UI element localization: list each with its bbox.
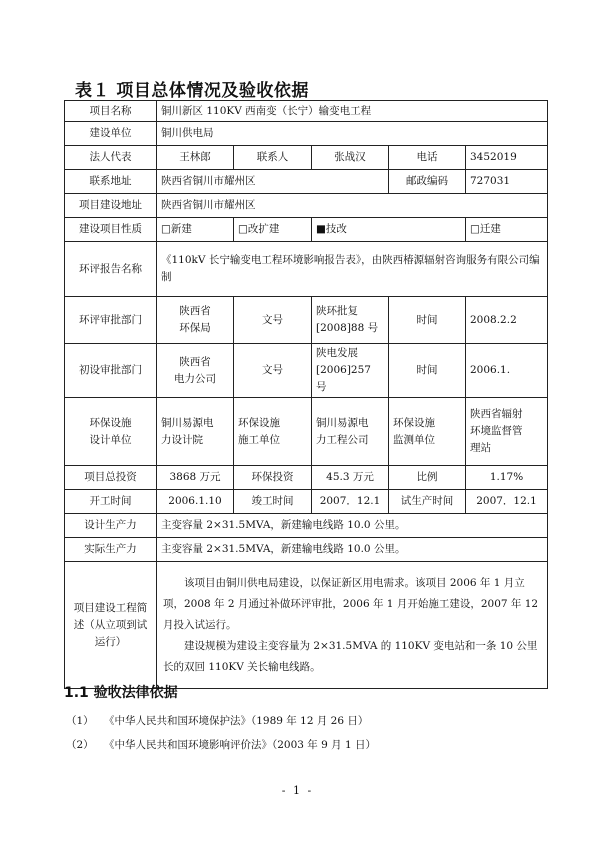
eia-doc-no: 陕环批复 [2008]88 号 [312,297,389,344]
total-invest-value: 3868 万元 [157,466,234,490]
row-address [65,170,548,194]
eia-approval-label: 环评审批部门 [65,297,157,344]
design-doc-no: 陕电发展 [2006]257 号 [312,344,389,398]
row-nature [65,218,548,242]
page-title: 表１ 项目总体情况及验收依据 [75,81,309,101]
start-label: 开工时间 [65,490,157,514]
row-site [65,194,548,218]
project-info-table [64,100,548,689]
row-design-capacity [65,514,548,538]
trial-value: 2007．12.1 [466,490,548,514]
ep-design-unit: 铜川易源电 力设计院 [157,398,234,466]
row-actual-capacity [65,538,548,562]
nature-label: 建设项目性质 [65,218,157,242]
law-number: （2） [66,739,94,751]
nature-option-expand: □改扩建 [234,218,312,242]
design-doc-no-label: 文号 [234,344,312,398]
postcode-label: 邮政编码 [389,170,466,194]
row-schedule [65,490,548,514]
row-eia-report [65,242,548,297]
process-label: 项目建设工程简 述（从立项到试 运行） [65,562,157,689]
eia-report-label: 环评报告名称 [65,242,157,297]
ep-build-label: 环保设施 施工单位 [234,398,312,466]
complete-label: 竣工时间 [234,490,312,514]
ep-design-label: 环保设施 设计单位 [65,398,157,466]
site-value: 陕西省铜川市耀州区 [157,194,548,218]
process-paragraph-2: 建设规模为建设主变容量为 2×31.5MVA 的 110KV 变电站和一条 10 公里长的双回 110KV 关长输电线路。 [163,639,538,673]
ep-invest-value: 45.3 万元 [312,466,389,490]
legal-rep-value: 王林郎 [157,146,234,170]
start-value: 2006.1.10 [157,490,234,514]
ratio-label: 比例 [389,466,466,490]
ep-build-unit: 铜川易源电 力工程公司 [312,398,389,466]
process-description [157,562,548,689]
design-time-label: 时间 [389,344,466,398]
row-process [65,562,548,689]
contact-value: 张战汉 [312,146,389,170]
ep-monitor-unit: 陕西省辐射 环境监督管 理站 [466,398,548,466]
complete-value: 2007．12.1 [312,490,389,514]
actual-capacity-value: 主变容量 2×31.5MVA，新建输电线路 10.0 公里。 [157,538,548,562]
phone-label: 电话 [389,146,466,170]
eia-doc-no-label: 文号 [234,297,312,344]
design-approval-dept: 陕西省 电力公司 [157,344,234,398]
design-capacity-value: 主变容量 2×31.5MVA，新建输电线路 10.0 公里。 [157,514,548,538]
address-label: 联系地址 [65,170,157,194]
site-label: 项目建设地址 [65,194,157,218]
design-time: 2006.1. [466,344,548,398]
project-name-label: 项目名称 [65,101,157,122]
address-value: 陕西省铜川市耀州区 [157,170,389,194]
law-item [66,737,376,752]
project-name-value: 铜川新区 110KV 西南变（长宁）输变电工程 [157,101,548,122]
law-number: （1） [66,715,94,727]
row-ep-units [65,398,548,466]
law-item [66,713,368,728]
row-investment [65,466,548,490]
row-design-approval [65,344,548,398]
total-invest-label: 项目总投资 [65,466,157,490]
eia-time-label: 时间 [389,297,466,344]
contact-label: 联系人 [234,146,312,170]
phone-value: 3452019 [466,146,548,170]
eia-report-value: 《110kV 长宁输变电工程环境影响报告表》，由陕西椿源辐射咨询服务有限公司编制 [157,242,548,297]
row-project-name [65,101,548,122]
process-paragraph-1: 该项目由铜川供电局建设，以保证新区用电需求。该项目 2006 年 1 月立项，2008 年 2 月通过补做环评审批，2006 年 1 月开始施工建设，2007 年 12 月投入试运行。 [163,576,539,631]
row-construction-unit [65,122,548,146]
row-legal-rep [65,146,548,170]
construction-unit-label: 建设单位 [65,122,157,146]
nature-option-relocate: □迁建 [466,218,548,242]
ep-invest-label: 环保投资 [234,466,312,490]
nature-option-new: □新建 [157,218,234,242]
section-title: 1.1 验收法律依据 [64,685,178,701]
postcode-value: 727031 [466,170,548,194]
legal-rep-label: 法人代表 [65,146,157,170]
design-approval-label: 初设审批部门 [65,344,157,398]
law-text: 《中华人民共和国环境保护法》（1989 年 12 月 26 日） [104,715,369,727]
page-number: - 1 - [281,784,314,797]
row-eia-approval [65,297,548,344]
law-text: 《中华人民共和国环境影响评价法》（2003 年 9 月 1 日） [104,739,377,751]
ratio-value: 1.17% [466,466,548,490]
trial-label: 试生产时间 [389,490,466,514]
design-capacity-label: 设计生产力 [65,514,157,538]
construction-unit-value: 铜川供电局 [157,122,548,146]
ep-monitor-label: 环保设施 监测单位 [389,398,466,466]
eia-approval-dept: 陕西省 环保局 [157,297,234,344]
eia-time: 2008.2.2 [466,297,548,344]
actual-capacity-label: 实际生产力 [65,538,157,562]
nature-option-tech-upgrade: ■技改 [312,218,466,242]
